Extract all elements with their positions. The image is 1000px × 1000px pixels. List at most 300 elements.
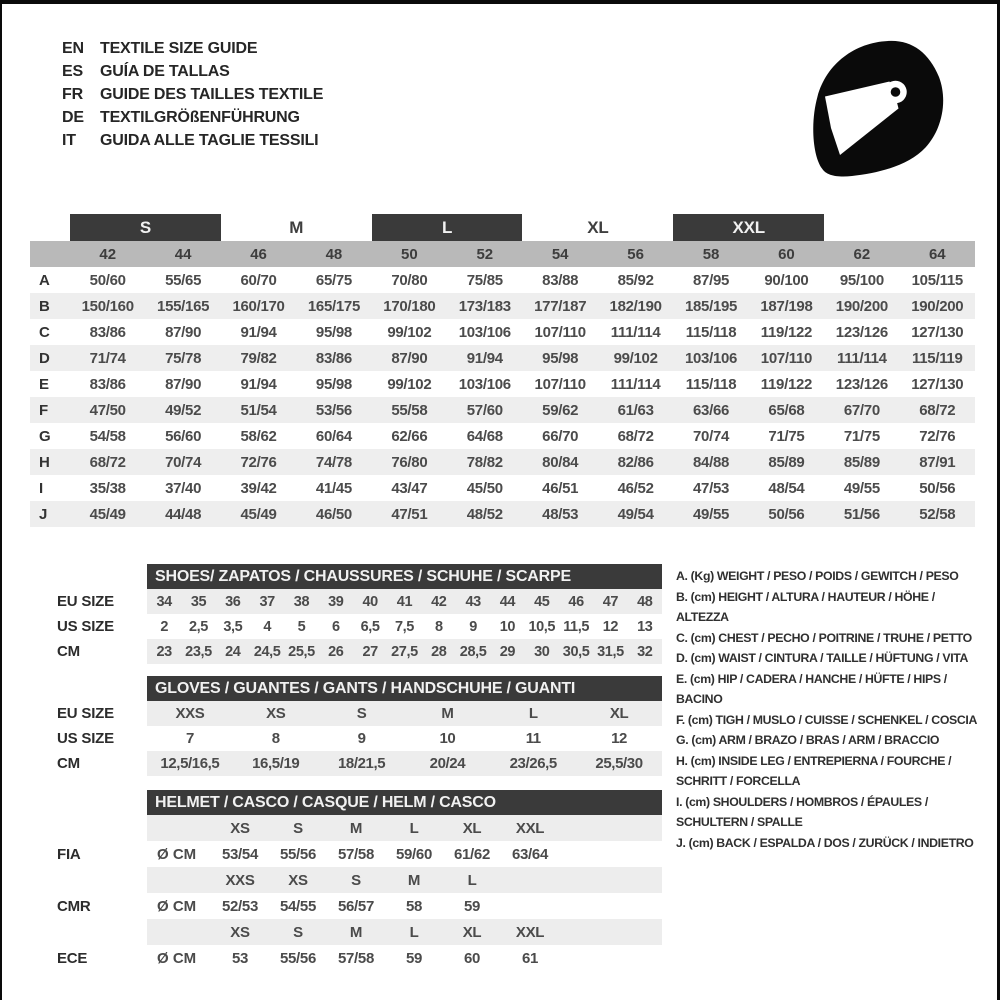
table-cell: 61 — [521, 949, 539, 967]
table-cell: 10 — [439, 730, 456, 747]
gloves-row-values — [147, 701, 662, 726]
table-cell: 91/94 — [240, 323, 277, 341]
table-row — [30, 475, 975, 501]
table-cell: 7 — [185, 730, 194, 747]
column-header: 64 — [928, 245, 946, 263]
table-cell: 111/114 — [837, 349, 887, 367]
table-cell: 63/64 — [511, 845, 549, 863]
table-cell: 47/53 — [693, 479, 730, 497]
size-label: S — [293, 923, 303, 941]
table-cell: 37/40 — [165, 479, 202, 497]
table-cell: 72/76 — [240, 453, 277, 471]
legend-item: F. (cm) TIGH / MUSLO / CUISSE / SCHENKEL / COSCIA — [676, 712, 978, 727]
accessory-tables — [57, 564, 662, 971]
size-label: M — [349, 923, 363, 941]
table-cell: 71/74 — [89, 349, 126, 367]
language-code: FR — [62, 86, 83, 103]
unit-label: Ø CM — [157, 897, 197, 915]
language-title-line — [62, 37, 323, 60]
legend-item: D. (cm) WAIST / CINTURA / TAILLE / HÜFTUNG / VITA — [676, 651, 969, 665]
size-label: XXL — [515, 923, 545, 941]
table-cell: 85/89 — [843, 453, 880, 471]
helmet-sizes-values — [147, 919, 662, 945]
helmet-standard-row — [57, 841, 662, 867]
table-cell: 91/94 — [466, 349, 503, 367]
table-cell: 45/50 — [466, 479, 503, 497]
column-header: 54 — [551, 245, 569, 263]
unit-label: Ø CM — [157, 845, 197, 863]
table-cell: 25,5/30 — [595, 755, 643, 772]
table-cell: 55/58 — [391, 401, 428, 419]
table-cell: 99/102 — [387, 323, 432, 341]
table-cell: 62/66 — [391, 427, 428, 445]
gloves-row — [57, 701, 662, 726]
column-header: 46 — [250, 245, 267, 263]
row-label: F — [39, 401, 49, 419]
size-label: L — [467, 871, 477, 889]
table-cell: 95/98 — [542, 349, 579, 367]
table-cell: 70/74 — [165, 453, 202, 471]
column-header: 58 — [702, 245, 720, 263]
helmet-sizes-row — [57, 867, 662, 893]
table-cell: 60/64 — [315, 427, 352, 445]
table-cell: 32 — [637, 643, 653, 660]
gloves-row-values — [147, 751, 662, 776]
guide-title: GUIDE DES TAILLES TEXTILE — [100, 86, 324, 103]
table-cell: 13 — [637, 618, 653, 635]
table-cell: 67/70 — [843, 401, 880, 419]
table-cell: 38 — [293, 593, 310, 610]
helmet-size-table — [57, 790, 662, 971]
textile-size-table — [30, 214, 975, 527]
table-cell: 50/56 — [919, 479, 956, 497]
table-cell: 43 — [465, 593, 481, 610]
table-cell: 44 — [499, 593, 516, 610]
table-cell: 75/78 — [165, 349, 202, 367]
table-cell: 52/58 — [919, 505, 956, 523]
table-row — [30, 371, 975, 397]
table-cell: 59/60 — [395, 845, 433, 863]
row-label: CM — [57, 643, 80, 660]
table-cell: 23,5 — [185, 643, 212, 660]
table-cell: 18/21,5 — [337, 755, 386, 772]
table-cell: 41 — [396, 593, 413, 610]
shoes-row-values — [147, 589, 662, 614]
table-cell: 79/82 — [240, 349, 277, 367]
table-cell: 87/90 — [165, 323, 202, 341]
helmet-standard-values — [147, 893, 662, 919]
table-cell: 57/58 — [337, 949, 375, 967]
table-cell: 56/57 — [337, 897, 375, 915]
table-cell: 60/70 — [240, 271, 277, 289]
row-label: D — [39, 349, 50, 367]
table-cell: 59/62 — [542, 401, 579, 419]
language-title-line — [62, 83, 323, 106]
shoes-row — [57, 614, 662, 639]
table-cell: 35/38 — [89, 479, 126, 497]
table-cell: 24,5 — [253, 643, 281, 660]
table-cell: 170/180 — [383, 297, 436, 315]
table-cell: 103/106 — [458, 323, 511, 341]
table-cell: 63/66 — [693, 401, 730, 419]
table-cell: 107/110 — [534, 375, 586, 393]
size-group-label: XL — [587, 217, 609, 237]
helmet-standard-row — [57, 893, 662, 919]
table-cell: 107/110 — [760, 349, 813, 367]
table-cell: 30 — [534, 643, 550, 660]
table-cell: 65/68 — [768, 401, 805, 419]
table-cell: 41/45 — [315, 479, 352, 497]
table-cell: 39/42 — [240, 479, 277, 497]
table-cell: 10 — [499, 618, 516, 635]
row-label: G — [39, 427, 51, 445]
table-cell: 24 — [225, 643, 241, 660]
column-header: 56 — [627, 245, 644, 263]
table-cell: 123/126 — [835, 323, 888, 341]
table-cell: 45/49 — [240, 505, 277, 523]
table-cell: 182/190 — [609, 297, 662, 315]
table-cell: 95/98 — [315, 323, 352, 341]
legend-item: J. (cm) BACK / ESPALDA / DOS / ZURÜCK / INDIETRO — [676, 835, 974, 850]
row-label: CM — [57, 755, 80, 772]
guide-title: TEXTILGRÖßENFÜHRUNG — [100, 109, 300, 126]
table-cell: 99/102 — [613, 349, 658, 367]
size-label: XXS — [225, 871, 255, 889]
table-cell: 35 — [190, 593, 207, 610]
table-cell: 55/65 — [165, 271, 202, 289]
table-cell: 111/114 — [610, 323, 661, 341]
table-cell: 160/170 — [232, 297, 285, 315]
row-label: A — [39, 271, 50, 289]
table-cell: 52/53 — [221, 897, 259, 915]
language-title-list — [62, 37, 323, 152]
column-header: 52 — [476, 245, 494, 263]
table-cell: 103/106 — [458, 375, 511, 393]
table-cell: 34 — [156, 593, 172, 610]
table-cell: 53/54 — [221, 845, 259, 863]
table-cell: 45/49 — [89, 505, 126, 523]
table-cell: 47 — [602, 593, 619, 610]
shoes-row-values — [147, 614, 662, 639]
table-cell: 59 — [405, 949, 423, 967]
table-cell: 2 — [160, 618, 168, 635]
table-cell: 119/122 — [760, 323, 813, 341]
table-cell: 27,5 — [391, 643, 418, 660]
table-cell: 25,5 — [288, 643, 315, 660]
table-cell: 6 — [331, 618, 340, 635]
table-cell: 103/106 — [684, 349, 738, 367]
table-cell: 39 — [328, 593, 344, 610]
table-cell: 48/52 — [466, 505, 503, 523]
size-group-label: XXL — [673, 214, 824, 241]
table-cell: 119/122 — [760, 375, 813, 393]
table-cell: 23 — [156, 643, 172, 660]
table-cell: 7,5 — [394, 618, 414, 635]
table-cell: 84/88 — [693, 453, 730, 471]
helmet-standard-values — [147, 945, 662, 971]
table-cell: 115/118 — [685, 323, 737, 341]
language-title-line — [62, 129, 323, 152]
standard-label: CMR — [57, 897, 91, 915]
table-cell: 55/56 — [279, 949, 317, 967]
gloves-row — [57, 751, 662, 776]
table-cell: 71/75 — [843, 427, 880, 445]
table-cell: L — [528, 705, 538, 722]
table-cell: 65/75 — [315, 271, 352, 289]
table-cell: 2,5 — [189, 618, 208, 635]
table-cell: 61/62 — [453, 845, 491, 863]
table-cell: 68/72 — [617, 427, 654, 445]
table-cell: 83/86 — [89, 323, 126, 341]
table-cell: 57/60 — [466, 401, 503, 419]
table-row — [30, 397, 975, 423]
table-cell: 31,5 — [597, 643, 624, 660]
table-row — [30, 423, 975, 449]
language-code: ES — [62, 63, 83, 80]
row-label: US SIZE — [57, 618, 114, 635]
helmet-title: HELMET / CASCO / CASQUE / HELM / CASCO — [147, 790, 662, 815]
column-header: 60 — [778, 245, 795, 263]
table-cell: 75/85 — [466, 271, 503, 289]
table-cell: 8 — [434, 618, 443, 635]
table-cell: 23/26,5 — [509, 755, 557, 772]
row-label: B — [39, 297, 50, 315]
table-cell: 76/80 — [391, 453, 428, 471]
language-code: IT — [62, 132, 76, 149]
shoes-row-values — [147, 639, 662, 664]
language-code: DE — [62, 109, 84, 126]
table-cell: 107/110 — [534, 323, 586, 341]
table-row — [30, 501, 975, 527]
helmet-sizes-row — [57, 919, 662, 945]
table-cell: 8 — [271, 730, 280, 747]
racing-helmet-icon — [803, 35, 955, 185]
table-cell: 61/63 — [617, 401, 654, 419]
table-cell: 80/84 — [542, 453, 579, 471]
size-label: XL — [462, 819, 482, 837]
table-cell: 70/80 — [391, 271, 428, 289]
legend-item: E. (cm) HIP / CADERA / HANCHE / HÜFTE / HIPS / BACINO — [676, 671, 947, 706]
table-cell: 123/126 — [835, 375, 888, 393]
size-label: XXL — [515, 819, 545, 837]
table-row — [30, 345, 975, 371]
table-cell: 4 — [263, 618, 271, 635]
table-cell: 82/86 — [617, 453, 654, 471]
shoes-title: SHOES/ ZAPATOS / CHAUSSURES / SCHUHE / SCARPE — [147, 564, 662, 589]
table-row — [30, 449, 975, 475]
table-cell: 58/62 — [240, 427, 277, 445]
guide-title: TEXTILE SIZE GUIDE — [100, 40, 258, 57]
table-cell: 83/88 — [542, 271, 579, 289]
table-cell: 49/55 — [843, 479, 880, 497]
table-cell: 68/72 — [919, 401, 956, 419]
table-cell: 150/160 — [81, 297, 134, 315]
table-cell: 50/56 — [768, 505, 805, 523]
shoes-row — [57, 639, 662, 664]
size-label: M — [407, 871, 421, 889]
bottom-section — [2, 564, 997, 971]
table-cell: 74/78 — [315, 453, 352, 471]
language-title-line — [62, 60, 323, 83]
column-header: 44 — [174, 245, 192, 263]
gloves-title: GLOVES / GUANTES / GANTS / HANDSCHUHE / GUANTI — [147, 676, 662, 701]
table-cell: 90/100 — [764, 271, 809, 289]
table-cell: 95/100 — [839, 271, 884, 289]
measurement-legend — [676, 564, 984, 971]
table-cell: 91/94 — [240, 375, 277, 393]
table-cell: 46/50 — [315, 505, 352, 523]
table-cell: 37 — [259, 593, 275, 610]
table-row — [30, 293, 975, 319]
row-label: C — [39, 323, 50, 341]
row-label: J — [39, 505, 48, 523]
table-cell: 78/82 — [466, 453, 503, 471]
table-cell: 54/55 — [279, 897, 317, 915]
table-cell: 48/53 — [542, 505, 579, 523]
row-label: H — [39, 453, 50, 471]
table-cell: 165/175 — [307, 297, 360, 315]
table-cell: 185/195 — [684, 297, 738, 315]
table-cell: 68/72 — [89, 453, 126, 471]
table-cell: XXS — [175, 705, 205, 722]
table-cell: 57/58 — [337, 845, 375, 863]
table-cell: 45 — [534, 593, 550, 610]
helmet-sizes-values — [147, 867, 662, 893]
language-code: EN — [62, 40, 84, 57]
guide-title: GUIDA ALLE TAGLIE TESSILI — [100, 132, 319, 149]
helmet-sizes-values — [147, 815, 662, 841]
table-cell: 10,5 — [528, 618, 556, 635]
table-cell: 87/95 — [693, 271, 730, 289]
table-cell: 11,5 — [563, 618, 590, 635]
table-cell: 26 — [328, 643, 344, 660]
table-cell: 50/60 — [89, 271, 126, 289]
row-label: EU SIZE — [57, 593, 114, 610]
table-cell: 115/118 — [685, 375, 737, 393]
standard-label: ECE — [57, 949, 88, 967]
table-cell: 3,5 — [223, 618, 243, 635]
size-group-label: M — [289, 217, 304, 237]
table-cell: 46/52 — [617, 479, 654, 497]
size-group-label: S — [70, 214, 221, 241]
size-label: L — [409, 923, 419, 941]
helmet-standard-row — [57, 945, 662, 971]
table-cell: 83/86 — [89, 375, 126, 393]
page-header — [2, 4, 997, 184]
table-cell: 53 — [231, 949, 249, 967]
guide-title: GUÍA DE TALLAS — [100, 63, 230, 80]
table-row — [30, 319, 975, 345]
table-cell: 20/24 — [429, 755, 466, 772]
table-cell: 85/92 — [617, 271, 654, 289]
table-cell: 111/114 — [610, 375, 661, 393]
language-title-line — [62, 106, 323, 129]
table-cell: M — [441, 705, 454, 722]
column-header: 62 — [853, 245, 871, 263]
legend-item: A. (Kg) WEIGHT / PESO / POIDS / GEWITCH / PESO — [676, 569, 959, 583]
size-group-header-row — [30, 214, 975, 241]
legend-item: I. (cm) SHOULDERS / HOMBROS / ÉPAULES / SCHULTERN / SPALLE — [676, 794, 928, 829]
table-cell: 47/50 — [89, 401, 126, 419]
table-cell: 54/58 — [89, 427, 126, 445]
table-cell: 49/54 — [617, 505, 654, 523]
table-cell: 5 — [297, 618, 306, 635]
size-label: XL — [462, 923, 482, 941]
gloves-row-values — [147, 726, 662, 751]
table-cell: 190/200 — [911, 297, 964, 315]
shoes-size-table — [57, 564, 662, 664]
row-label: EU SIZE — [57, 705, 114, 722]
size-label: S — [293, 819, 303, 837]
table-cell: 49/52 — [165, 401, 202, 419]
table-cell: 30,5 — [562, 643, 590, 660]
table-cell: 58 — [405, 897, 423, 915]
table-cell: 127/130 — [911, 375, 964, 393]
row-label: US SIZE — [57, 730, 114, 747]
row-label: E — [39, 375, 50, 393]
table-cell: 9 — [469, 618, 477, 635]
column-header: 50 — [401, 245, 418, 263]
table-cell: XL — [609, 705, 629, 722]
table-cell: 95/98 — [315, 375, 352, 393]
table-cell: 48 — [637, 593, 653, 610]
table-cell: 28 — [431, 643, 447, 660]
table-cell: 29 — [499, 643, 516, 660]
table-cell: 187/198 — [760, 297, 813, 315]
table-cell: 6,5 — [360, 618, 380, 635]
unit-label: Ø CM — [157, 949, 197, 967]
table-cell: 16,5/19 — [252, 755, 300, 772]
legend-item: B. (cm) HEIGHT / ALTURA / HAUTEUR / HÖHE / ALTEZZA — [676, 589, 935, 624]
table-cell: 49/55 — [693, 505, 730, 523]
table-cell: 27 — [362, 643, 378, 660]
table-cell: 71/75 — [768, 427, 805, 445]
table-row — [30, 267, 975, 293]
table-cell: 51/54 — [240, 401, 277, 419]
row-label: I — [39, 479, 44, 497]
table-cell: 12,5/16,5 — [160, 755, 220, 772]
legend-item: C. (cm) CHEST / PECHO / POITRINE / TRUHE / PETTO — [676, 630, 972, 645]
table-cell: 115/119 — [912, 349, 963, 367]
table-cell: 173/183 — [458, 297, 511, 315]
table-cell: 53/56 — [315, 401, 352, 419]
table-cell: 85/89 — [768, 453, 805, 471]
table-cell: 28,5 — [459, 643, 487, 660]
helmet-standard-values — [147, 841, 662, 867]
table-cell: 51/56 — [843, 505, 880, 523]
table-cell: XS — [266, 705, 286, 722]
table-cell: 60 — [463, 949, 481, 967]
gloves-row — [57, 726, 662, 751]
table-cell: 11 — [525, 730, 541, 747]
table-cell: 46 — [568, 593, 584, 610]
table-cell: 56/60 — [165, 427, 202, 445]
table-cell: 12 — [602, 618, 619, 635]
table-cell: 55/56 — [279, 845, 317, 863]
table-cell: 40 — [362, 593, 378, 610]
size-label: S — [351, 871, 361, 889]
size-label: M — [349, 819, 363, 837]
size-label: L — [409, 819, 419, 837]
legend-item: G. (cm) ARM / BRAZO / BRAS / ARM / BRACCIO — [676, 733, 940, 747]
size-label: XS — [230, 923, 250, 941]
column-header: 48 — [325, 245, 343, 263]
table-cell: S — [356, 705, 367, 722]
table-cell: 48/54 — [768, 479, 805, 497]
table-cell: 87/91 — [919, 453, 956, 471]
size-label: XS — [230, 819, 250, 837]
gloves-size-table — [57, 676, 662, 776]
